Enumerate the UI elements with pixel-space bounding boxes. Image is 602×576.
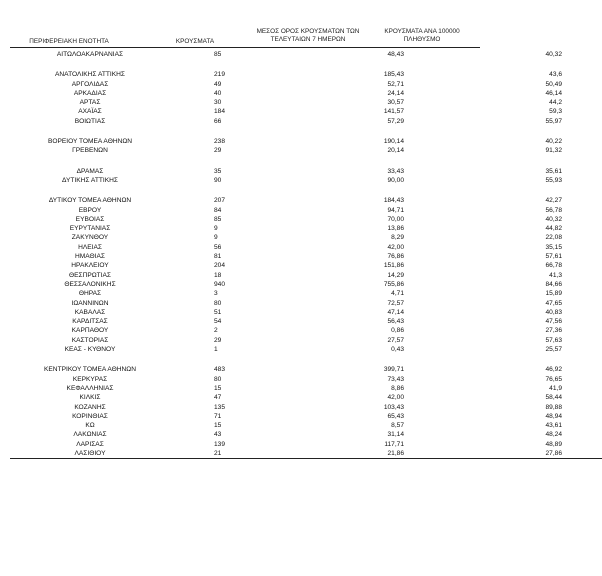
- cell-cases-per-100000: 41,3: [549, 271, 562, 279]
- cell-cases: 18: [214, 271, 222, 279]
- table-row: [10, 280, 602, 289]
- cell-seven-day-average: 755,86: [383, 280, 404, 288]
- table-row: [10, 308, 602, 317]
- cell-cases: 219: [214, 71, 226, 79]
- cell-seven-day-average: 48,43: [387, 51, 404, 58]
- cell-region: ΑΡΤΑΣ: [79, 99, 101, 107]
- cell-cases-per-100000: [442, 185, 602, 196]
- table-row: [10, 336, 602, 345]
- cell-seven-day-average: 20,14: [387, 147, 404, 155]
- table-spacer-row: [10, 185, 602, 196]
- cell-seven-day-average: 185,43: [383, 71, 404, 79]
- cell-seven-day-average: 151,86: [383, 262, 404, 270]
- cell-region: ΒΟΡΕΙΟΥ ΤΟΜΕΑ ΑΘΗΝΩΝ: [47, 138, 133, 146]
- cell-cases: 29: [214, 336, 222, 344]
- table-row: [10, 365, 602, 374]
- cell-region: ΚΟΡΙΝΘΙΑΣ: [72, 412, 108, 420]
- cell-seven-day-average: 8,29: [391, 234, 404, 242]
- cell-cases: 2: [214, 327, 218, 335]
- table-spacer-row: [10, 126, 602, 137]
- cell-region: ΕΥΒΟΙΑΣ: [75, 215, 105, 223]
- cell-cases-per-100000: 40,22: [545, 138, 562, 146]
- cell-cases: 9: [214, 225, 218, 233]
- cell-seven-day-average: [274, 59, 442, 70]
- cell-cases-per-100000: 84,66: [545, 280, 562, 288]
- header-rule: [10, 47, 480, 48]
- table-row: [10, 80, 602, 89]
- cell-seven-day-average: 399,71: [383, 366, 404, 374]
- cell-cases-per-100000: 55,93: [545, 176, 562, 184]
- cell-cases: 483: [214, 366, 226, 374]
- cases-table-body: [10, 50, 602, 459]
- cell-cases: 135: [214, 403, 226, 411]
- table-row: [10, 117, 602, 126]
- cell-region: ΑΝΑΤΟΛΙΚΗΣ ΑΤΤΙΚΗΣ: [55, 71, 125, 79]
- cell-cases-per-100000: 66,78: [545, 262, 562, 270]
- table-row: [10, 393, 602, 402]
- cell-cases: [214, 354, 274, 365]
- table-row: [10, 375, 602, 384]
- cell-cases-per-100000: 59,3: [549, 108, 562, 116]
- table-row: [10, 412, 602, 421]
- cell-cases-per-100000: 44,2: [549, 99, 562, 107]
- cell-cases-per-100000: 46,14: [545, 89, 562, 97]
- cell-seven-day-average: 72,57: [387, 299, 404, 307]
- cell-cases-per-100000: 76,65: [545, 375, 562, 383]
- cell-cases-per-100000: 48,89: [545, 440, 562, 448]
- cell-cases: 1: [214, 346, 218, 354]
- cell-cases-per-100000: 89,88: [545, 403, 562, 411]
- cell-seven-day-average: 31,14: [387, 431, 404, 439]
- cell-cases-per-100000: [442, 126, 602, 137]
- cell-region: ΚΕΝΤΡΙΚΟΥ ΤΟΜΕΑ ΑΘΗΝΩΝ: [44, 366, 136, 374]
- cell-region: ΚΑΒΑΛΑΣ: [74, 308, 106, 316]
- cell-cases-per-100000: 44,82: [545, 225, 562, 233]
- cell-region: ΘΗΡΑΣ: [78, 290, 102, 298]
- cell-cases-per-100000: 40,32: [545, 51, 562, 58]
- cell-cases: 15: [214, 422, 222, 430]
- cell-seven-day-average: [274, 354, 442, 365]
- cell-cases: [214, 126, 274, 137]
- cell-region: [10, 185, 214, 196]
- cell-cases: 56: [214, 243, 222, 251]
- cell-cases-per-100000: 43,61: [545, 422, 562, 430]
- cell-region: ΛΑΣΙΘΙΟΥ: [10, 449, 214, 459]
- table-row: [10, 233, 602, 242]
- cell-seven-day-average: 117,71: [384, 440, 404, 448]
- header-cases-per-100000-line2: ΠΛΗΘΥΣΜΟ: [403, 35, 441, 43]
- cell-cases: [214, 185, 274, 196]
- cell-region: ΑΡΚΑΔΙΑΣ: [73, 89, 107, 97]
- cell-region: [10, 156, 214, 167]
- cell-region: ΛΑΡΙΣΑΣ: [76, 440, 104, 448]
- table-row: [10, 137, 602, 146]
- cell-cases-per-100000: [442, 59, 602, 70]
- cell-seven-day-average: [274, 156, 442, 167]
- cell-cases-per-100000: 58,44: [545, 394, 562, 402]
- cell-cases-per-100000: 40,83: [545, 308, 562, 316]
- cell-cases: 49: [214, 80, 222, 88]
- cell-cases-per-100000: [442, 354, 602, 365]
- table-row: [10, 345, 602, 354]
- cell-seven-day-average: 30,57: [387, 99, 404, 107]
- cell-cases-per-100000: 41,9: [549, 384, 562, 392]
- cell-cases-per-100000: 57,61: [545, 253, 562, 261]
- cell-region: [10, 126, 214, 137]
- cell-region: ΗΜΑΘΙΑΣ: [75, 253, 105, 261]
- cell-cases-per-100000: 40,32: [545, 215, 562, 223]
- cell-cases: 90: [214, 176, 222, 184]
- cell-region: ΑΧΑΪΑΣ: [78, 108, 102, 116]
- header-cases: ΚΡΟΥΣΜΑΤΑ: [175, 38, 215, 45]
- table-row: [10, 449, 602, 459]
- table-row: [10, 252, 602, 261]
- cell-seven-day-average: 94,71: [387, 206, 404, 214]
- cell-cases: 35: [214, 167, 222, 175]
- cell-seven-day-average: 33,43: [387, 167, 404, 175]
- cell-cases: 30: [214, 99, 222, 107]
- cell-cases: 3: [214, 290, 218, 298]
- cell-seven-day-average: 21,86: [274, 449, 442, 459]
- header-seven-day-average-line1: ΜΕΣΟΣ ΟΡΟΣ ΚΡΟΥΣΜΑΤΩΝ ΤΩΝ: [256, 28, 360, 35]
- cell-region: ΔΡΑΜΑΣ: [76, 167, 104, 175]
- cell-seven-day-average: 42,00: [387, 243, 404, 251]
- cell-cases: 9: [214, 234, 218, 242]
- table-row: [10, 146, 602, 155]
- cell-seven-day-average: 0,43: [391, 346, 404, 354]
- cell-region: ΗΡΑΚΛΕΙΟΥ: [71, 262, 109, 270]
- cell-cases-per-100000: 55,97: [545, 117, 562, 125]
- table-row: [10, 89, 602, 98]
- table-row: [10, 176, 602, 185]
- cases-table: [10, 50, 602, 459]
- cell-region: ΗΛΕΙΑΣ: [78, 243, 102, 251]
- cell-cases-per-100000: 50,49: [545, 80, 562, 88]
- header-seven-day-average: [254, 28, 362, 43]
- cell-cases: 43: [214, 431, 222, 439]
- cell-cases-per-100000: 46,92: [545, 366, 562, 374]
- cell-cases: 40: [214, 89, 222, 97]
- cell-cases: 207: [214, 197, 226, 205]
- table-row: [10, 430, 602, 439]
- cell-cases: 66: [214, 117, 222, 125]
- cell-seven-day-average: 4,71: [391, 290, 404, 298]
- cell-cases-per-100000: 27,86: [442, 449, 602, 459]
- cell-region: ΚΟΖΑΝΗΣ: [74, 403, 106, 411]
- header-cases-per-100000: [368, 28, 476, 43]
- table-row: [10, 98, 602, 107]
- cell-seven-day-average: 47,14: [387, 308, 404, 316]
- cell-cases: 84: [214, 206, 222, 214]
- table-row: [10, 326, 602, 335]
- cell-cases: 139: [214, 440, 226, 448]
- cell-cases: 204: [214, 262, 226, 270]
- cell-cases: 47: [214, 394, 222, 402]
- header-region: ΠΕΡΙΦΕΡΕΙΑΚΗ ΕΝΟΤΗΤΑ: [29, 38, 109, 45]
- cell-region: ΑΙΤΩΛΟΑΚΑΡΝΑΝΙΑΣ: [56, 51, 124, 58]
- table-row: [10, 289, 602, 298]
- cell-seven-day-average: 14,29: [387, 271, 404, 279]
- cell-region: ΙΩΑΝΝΙΝΩΝ: [71, 299, 109, 307]
- cell-cases: 80: [214, 375, 222, 383]
- cell-cases: 71: [214, 412, 222, 420]
- cell-seven-day-average: 27,57: [387, 336, 404, 344]
- table-row: [10, 50, 602, 59]
- cell-cases-per-100000: 25,57: [545, 346, 562, 354]
- cell-region: [10, 354, 214, 365]
- cell-seven-day-average: 0,86: [391, 327, 404, 335]
- cell-cases-per-100000: 47,56: [545, 318, 562, 326]
- cell-seven-day-average: 52,71: [387, 80, 404, 88]
- cell-cases: 238: [214, 138, 226, 146]
- cell-cases-per-100000: 91,32: [545, 147, 562, 155]
- cell-seven-day-average: 24,14: [387, 89, 404, 97]
- cell-region: ΕΥΡΥΤΑΝΙΑΣ: [69, 225, 111, 233]
- cell-region: ΘΕΣΣΑΛΟΝΙΚΗΣ: [64, 280, 116, 288]
- cell-cases-per-100000: [442, 156, 602, 167]
- cell-cases: [214, 59, 274, 70]
- table-row: [10, 317, 602, 326]
- cell-region: ΔΥΤΙΚΟΥ ΤΟΜΕΑ ΑΘΗΝΩΝ: [48, 197, 132, 205]
- header-cases-per-100000-line1: ΚΡΟΥΣΜΑΤΑ ΑΝΑ 100000: [384, 28, 460, 35]
- cell-seven-day-average: 103,43: [383, 403, 404, 411]
- table-row: [10, 196, 602, 205]
- table-row: [10, 107, 602, 116]
- cell-seven-day-average: 190,14: [383, 138, 404, 146]
- cell-region: ΚΑΡΔΙΤΣΑΣ: [72, 318, 108, 326]
- cell-region: [10, 59, 214, 70]
- table-spacer-row: [10, 156, 602, 167]
- cell-seven-day-average: 13,86: [387, 225, 404, 233]
- cell-region: ΒΟΙΩΤΙΑΣ: [74, 117, 106, 125]
- table-spacer-row: [10, 59, 602, 70]
- table-row: [10, 403, 602, 412]
- cell-cases: 85: [214, 215, 222, 223]
- cell-region: ΕΒΡΟΥ: [78, 206, 102, 214]
- cell-cases: 184: [214, 108, 226, 116]
- cell-region: ΚΩ: [85, 422, 95, 430]
- cell-seven-day-average: 73,43: [387, 375, 404, 383]
- cell-seven-day-average: 8,57: [391, 422, 404, 430]
- cell-region: ΛΑΚΩΝΙΑΣ: [73, 431, 107, 439]
- table-row: [10, 384, 602, 393]
- cell-cases-per-100000: 48,24: [545, 431, 562, 439]
- cell-region: ΘΕΣΠΡΩΤΙΑΣ: [68, 271, 112, 279]
- cell-cases: 51: [214, 308, 222, 316]
- table-spacer-row: [10, 354, 602, 365]
- cell-cases: 29: [214, 147, 222, 155]
- cell-seven-day-average: 70,00: [387, 215, 404, 223]
- cell-cases: 940: [214, 280, 226, 288]
- table-row: [10, 421, 602, 430]
- table-row: [10, 70, 602, 79]
- cell-seven-day-average: [274, 185, 442, 196]
- cell-cases-per-100000: 35,61: [545, 167, 562, 175]
- cell-cases: [214, 156, 274, 167]
- cell-seven-day-average: 57,29: [387, 117, 404, 125]
- cell-cases-per-100000: 27,36: [545, 327, 562, 335]
- table-row: [10, 299, 602, 308]
- cell-cases-per-100000: 48,94: [545, 412, 562, 420]
- table-row: [10, 271, 602, 280]
- cell-seven-day-average: 184,43: [383, 197, 404, 205]
- cell-cases: 80: [214, 299, 222, 307]
- cell-region: ΚΕΡΚΥΡΑΣ: [72, 375, 108, 383]
- cell-seven-day-average: 56,43: [387, 318, 404, 326]
- cell-cases: 81: [214, 253, 222, 261]
- cell-cases-per-100000: 57,63: [545, 336, 562, 344]
- cell-region: ΚΑΣΤΟΡΙΑΣ: [71, 336, 109, 344]
- table-row: [10, 215, 602, 224]
- cell-cases-per-100000: 47,65: [545, 299, 562, 307]
- header-seven-day-average-line2: ΤΕΛΕΥΤΑΙΩΝ 7 ΗΜΕΡΩΝ: [270, 35, 346, 43]
- table-row: [10, 243, 602, 252]
- cell-cases-per-100000: 42,27: [545, 197, 562, 205]
- table-row: [10, 440, 602, 449]
- cell-cases: 21: [214, 449, 274, 459]
- cell-seven-day-average: 141,57: [383, 108, 404, 116]
- cell-seven-day-average: 65,43: [387, 412, 404, 420]
- cell-cases-per-100000: 43,6: [549, 71, 562, 79]
- cell-region: ΚΑΡΠΑΘΟΥ: [71, 327, 109, 335]
- cell-region: ΓΡΕΒΕΝΩΝ: [72, 147, 108, 155]
- cell-region: ΚΕΦΑΛΛΗΝΙΑΣ: [66, 384, 114, 392]
- cell-cases: 54: [214, 318, 222, 326]
- cell-seven-day-average: [274, 126, 442, 137]
- cell-cases-per-100000: 15,89: [545, 290, 562, 298]
- cell-region: ΚΙΛΚΙΣ: [79, 394, 101, 402]
- cell-cases-per-100000: 35,15: [545, 243, 562, 251]
- table-row: [10, 167, 602, 176]
- cell-seven-day-average: 42,00: [387, 394, 404, 402]
- cell-cases-per-100000: 56,78: [545, 206, 562, 214]
- cell-region: ΚΕΑΣ - ΚΥΘΝΟΥ: [64, 346, 116, 354]
- cell-seven-day-average: 90,00: [387, 176, 404, 184]
- cell-seven-day-average: 8,86: [391, 384, 404, 392]
- cell-seven-day-average: 76,86: [387, 253, 404, 261]
- table-row: [10, 261, 602, 270]
- cell-cases-per-100000: 22,08: [545, 234, 562, 242]
- cell-region: ΔΥΤΙΚΗΣ ΑΤΤΙΚΗΣ: [62, 176, 118, 184]
- cell-region: ΖΑΚΥΝΘΟΥ: [71, 234, 109, 242]
- table-row: [10, 224, 602, 233]
- cell-cases: 15: [214, 384, 222, 392]
- cell-region: ΑΡΓΟΛΙΔΑΣ: [71, 80, 109, 88]
- table-row: [10, 206, 602, 215]
- cell-cases: 85: [214, 51, 222, 58]
